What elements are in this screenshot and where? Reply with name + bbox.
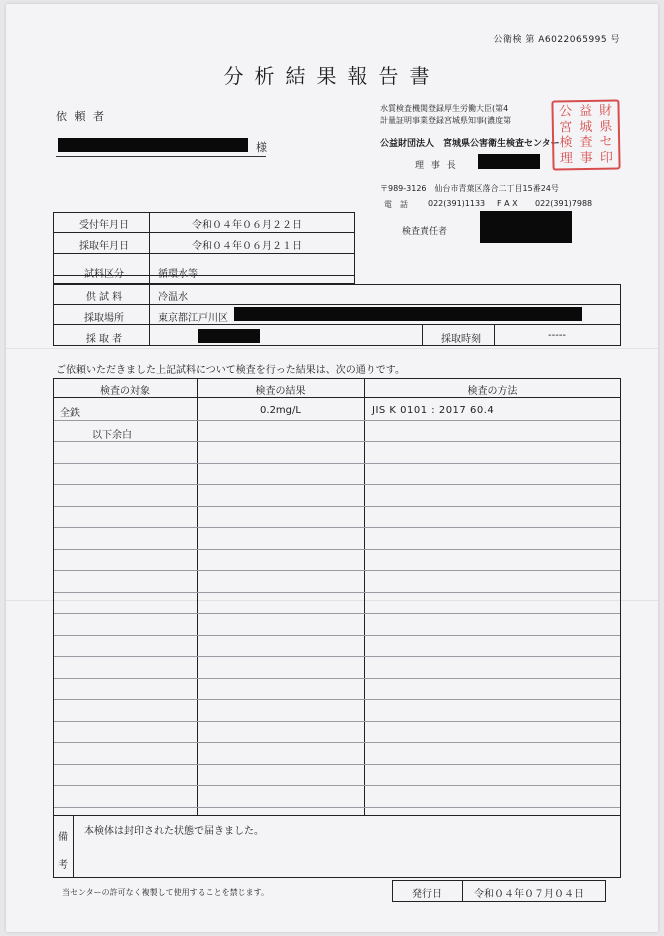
issue-date-value: 令和０４年０７月０４日 [474, 889, 584, 900]
fax-label: F A X [497, 199, 518, 208]
result-grid-line [54, 441, 620, 442]
result-grid-line [54, 463, 620, 464]
result-grid-line [54, 656, 620, 657]
remarks-text: 本検体は封印された状態で届きました。 [84, 826, 264, 837]
phone-number: 022(391)1133 [428, 199, 486, 208]
category-label: 試料区分 [84, 269, 124, 280]
result-grid-line [54, 699, 620, 700]
result-grid-line [54, 420, 620, 421]
header-result: 検査の結果 [255, 386, 306, 397]
result-grid-line [54, 613, 620, 614]
location-value: 東京都江戸川区 [158, 313, 228, 324]
sample-value: 冷温水 [158, 292, 188, 303]
results-table [53, 378, 621, 816]
result-grid-line [54, 678, 620, 679]
result-value: 0.2mg/L [260, 405, 301, 416]
chair-name-redacted [478, 154, 540, 169]
sampling-time-value: ----- [548, 330, 567, 341]
official-seal-stamp: 公 益 財 宮 城 県 検 査 セ 理 事 印 [551, 99, 620, 170]
result-method: JIS K 0101 : 2017 60.4 [372, 405, 495, 416]
results-intro: ご依頼いただきました上記試料について検査を行った結果は、次の通りです。 [56, 365, 405, 376]
registration-line-1: 水質検査機関登録厚生労働大臣(第4 [380, 104, 509, 113]
result-item: 全鉄 [60, 408, 80, 419]
collector-name-redacted [198, 329, 260, 343]
result-grid-line [54, 742, 620, 743]
location-address-redacted [234, 307, 582, 321]
remarks-label-2: 考 [58, 860, 68, 871]
location-label: 採取場所 [84, 313, 124, 324]
inspector-label: 検査責任者 [402, 227, 448, 237]
result-grid-line [54, 549, 620, 550]
result-grid-line [54, 570, 620, 571]
result-grid-line [54, 592, 620, 593]
document-number: 公衛検 第 A6022065995 号 [493, 35, 620, 45]
paper-fold [6, 348, 658, 349]
result-grid-line [54, 635, 620, 636]
client-heading: 依 頼 者 [56, 110, 106, 123]
result-grid-line [54, 506, 620, 507]
registration-line-2: 計量証明事業登録宮城県知事(濃度第 [380, 116, 512, 125]
header-method: 検査の方法 [467, 386, 518, 397]
sampled-date-value: 令和０４年０６月２１日 [192, 241, 302, 252]
result-grid-line [54, 721, 620, 722]
fax-number: 022(391)7988 [535, 199, 593, 208]
client-underline [56, 156, 266, 157]
issue-date-label: 発行日 [412, 889, 442, 900]
sampled-date-label: 採取年月日 [79, 241, 129, 252]
issuer-address: 〒989-3126 仙台市青葉区落合二丁目15番24号 [380, 184, 559, 193]
document-title: 分析結果報告書 [223, 64, 441, 88]
remarks-label-1: 備 [58, 832, 68, 843]
inspector-name-redacted [480, 211, 572, 243]
end-of-results-note: 以下余白 [92, 430, 132, 441]
phone-label: 電 話 [384, 200, 408, 209]
received-date-value: 令和０４年０６月２２日 [192, 220, 302, 231]
category-value: 循環水等 [158, 269, 198, 280]
sampling-time-label: 採取時刻 [441, 334, 481, 345]
result-grid-line [54, 527, 620, 528]
collector-label: 採 取 者 [85, 334, 123, 345]
result-grid-line [54, 484, 620, 485]
result-grid-line [54, 764, 620, 765]
result-grid-line [54, 807, 620, 808]
client-honorific: 様 [256, 141, 267, 154]
result-grid-line [54, 785, 620, 786]
chair-label: 理 事 長 [415, 161, 458, 171]
client-name-redacted [58, 138, 248, 152]
copy-notice: 当センターの許可なく複製して使用することを禁じます。 [62, 888, 270, 897]
received-date-label: 受付年月日 [79, 220, 129, 231]
header-target: 検査の対象 [100, 386, 150, 397]
sample-label: 供 試 料 [85, 292, 123, 303]
issuer-organization: 公益財団法人 宮城県公害衛生検査センター [380, 139, 560, 149]
